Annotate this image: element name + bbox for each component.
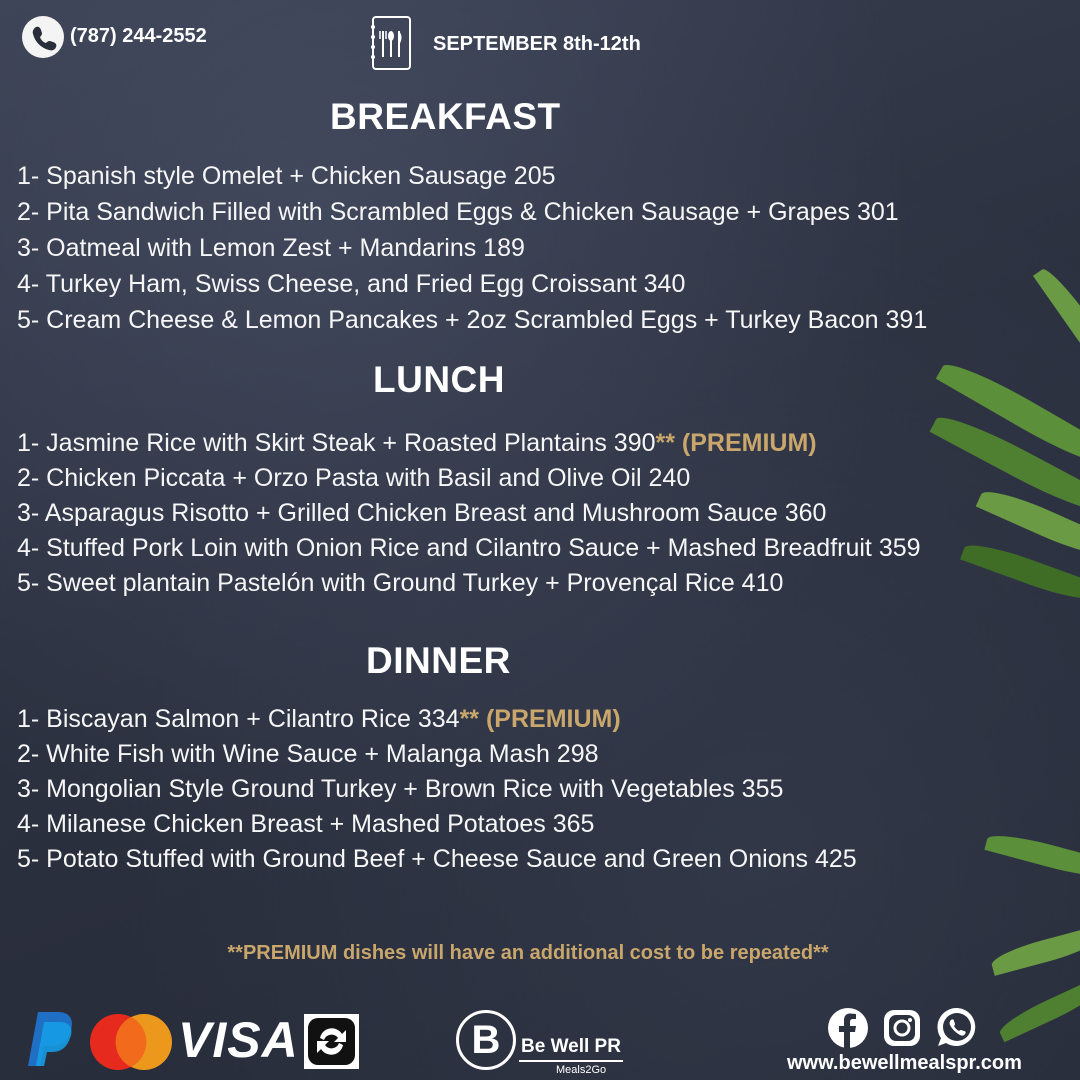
item-text: 2- White Fish with Wine Sauce + Malanga Mash 298 [17, 740, 599, 768]
dinner-title: DINNER [366, 640, 511, 681]
list-item [17, 702, 857, 737]
ath-movil-icon [304, 1014, 359, 1069]
menu-book-icon [368, 15, 412, 71]
website-link[interactable]: www.bewellmealspr.com [787, 1052, 1022, 1074]
list-item [17, 531, 921, 566]
item-text: 1- Biscayan Salmon + Cilantro Rice 334 [17, 705, 460, 733]
premium-note: **PREMIUM dishes will have an additional cost to be repeated** [227, 942, 829, 964]
premium-tag: ** (PREMIUM) [459, 705, 621, 733]
list-item: 3- Oatmeal with Lemon Zest + Mandarins 189 [17, 234, 525, 262]
item-text: 5- Sweet plantain Pastelón with Ground Turkey + Provençal Rice 410 [17, 569, 784, 597]
list-item [17, 842, 857, 877]
breakfast-title: BREAKFAST [330, 96, 561, 137]
item-text: 4- Stuffed Pork Loin with Onion Rice and Cilantro Sauce + Mashed Breadfruit 359 [17, 534, 921, 562]
facebook-icon[interactable] [827, 1007, 869, 1054]
item-text: 4- Milanese Chicken Breast + Mashed Potatoes 365 [17, 810, 595, 838]
phone-number: (787) 244-2552 [70, 25, 207, 47]
item-text: 2- Chicken Piccata + Orzo Pasta with Basil and Olive Oil 240 [17, 464, 691, 492]
list-item [17, 566, 921, 601]
whatsapp-icon[interactable] [936, 1006, 978, 1053]
item-text: 3- Asparagus Risotto + Grilled Chicken Breast and Mushroom Sauce 360 [17, 499, 827, 527]
list-item [17, 426, 921, 461]
menu-dates: SEPTEMBER 8th-12th [433, 33, 641, 55]
lunch-title: LUNCH [373, 359, 505, 400]
list-item [17, 496, 921, 531]
list-item [17, 807, 857, 842]
item-text: 1- Jasmine Rice with Skirt Steak + Roasted Plantains 390 [17, 429, 656, 457]
list-item [17, 461, 921, 496]
breakfast-list [17, 158, 927, 338]
list-item [17, 737, 857, 772]
brand-logo-mark: B [456, 1010, 516, 1070]
instagram-icon[interactable] [882, 1008, 922, 1053]
dinner-list [17, 702, 857, 877]
lunch-list [17, 426, 921, 601]
list-item [17, 772, 857, 807]
list-item: 1- Spanish style Omelet + Chicken Sausage 205 [17, 162, 556, 190]
list-item: 4- Turkey Ham, Swiss Cheese, and Fried Egg Croissant 340 [17, 270, 686, 298]
brand-fork-line [519, 1060, 623, 1062]
item-text: 5- Potato Stuffed with Ground Beef + Cheese Sauce and Green Onions 425 [17, 845, 857, 873]
paypal-icon [16, 1008, 78, 1075]
brand-name: Be Well PR [521, 1036, 621, 1057]
brand-sub: Meals2Go [556, 1064, 607, 1076]
visa-icon: VISA [178, 1012, 299, 1068]
list-item: 5- Cream Cheese & Lemon Pancakes + 2oz Scrambled Eggs + Turkey Bacon 391 [17, 306, 928, 334]
phone-icon [22, 16, 64, 58]
item-text: 3- Mongolian Style Ground Turkey + Brown Rice with Vegetables 355 [17, 775, 784, 803]
list-item: 2- Pita Sandwich Filled with Scrambled Eggs & Chicken Sausage + Grapes 301 [17, 198, 899, 226]
premium-tag: ** (PREMIUM) [655, 429, 817, 457]
mastercard-icon [88, 1012, 174, 1077]
